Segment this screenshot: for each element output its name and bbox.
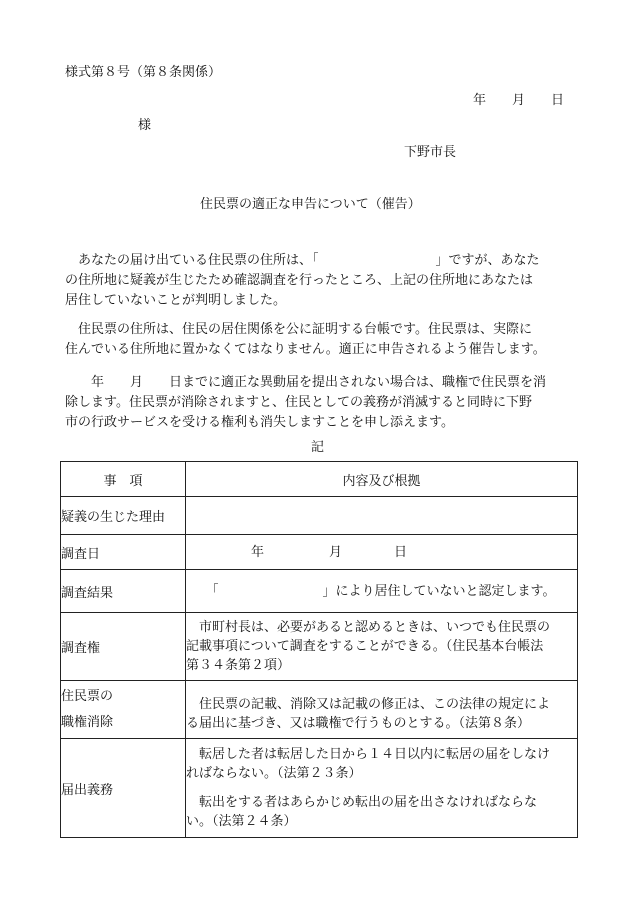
content-line: 住民票の記載、消除又は記載の修正は、この法律の規定によ [186,696,551,712]
table-row [61,535,578,570]
paragraph-line: 年 月 日までに適正な異動届を提出されない場合は、職権で住民票を消 [65,375,547,390]
content-line: 記載事項について調査をすることができる。（住民基本台帳法 [186,639,544,654]
paragraph-line: 除します。住民票が消除されますと、住民としての義務が消滅すると同時に下野 [65,395,532,410]
details-table [60,461,578,838]
ki-heading: 記 [311,440,325,455]
addressee: 様 [138,118,152,133]
paragraph-line: 居住していないことが判明しました。 [65,293,287,308]
document-title: 住民票の適正な申告について（催告） [200,197,421,212]
content-block [186,745,577,783]
paragraph-3 [65,373,585,433]
row-content-reason [186,497,578,535]
content-line: 市町村長は、必要があると認めるときは、いつでも住民票の [186,620,551,635]
row-content-ex-officio-deletion [186,681,578,739]
row-label-reason: 疑義の生じた理由 [61,497,186,535]
paragraph-1 [65,251,585,311]
row-label-survey-result: 調査結果 [61,570,186,613]
header-item: 事 項 [61,462,186,497]
paragraph-line: の住所地に疑義が生じたため確認調査を行ったところ、上記の住所地にあなたは [65,273,534,288]
content-line: る届出に基づき、又は職権で行うものとする。（法第８条） [186,715,530,731]
paragraph-2 [65,320,585,360]
paragraph-line: あなたの届け出ている住民票の住所は、「 」ですが、あなた [65,253,540,268]
header-content: 内容及び根拠 [186,462,578,497]
row-label-survey-authority: 調査権 [61,613,186,681]
sender: 下野市長 [404,145,457,160]
date-line: 年 月 日 [473,93,565,108]
table-row [61,681,578,739]
row-content-survey-result: 「 」により居住していないと認定します。 [186,570,578,613]
content-line: 転居した者は転居した日から１４日以内に転居の届をしなけ [186,747,551,762]
row-content-survey-date: 年 月 日 [186,535,578,570]
row-label-survey-date: 調査日 [61,535,186,570]
paragraph-line: 住民票の住所は、住民の居住関係を公に証明する台帳です。住民票は、実際に [65,322,532,337]
paragraph-line: 住んでいる住所地に置かなくてはなりません。適正に申告されるよう催告します。 [65,342,546,357]
content-line: 第３４条第２項） [186,658,291,673]
content-line: い。（法第２４条） [186,814,297,829]
table-header-row [61,462,578,497]
content-line: 転出をする者はあらかじめ転出の届を出さなければならな [186,795,538,810]
label-line: 住民票の [61,688,114,704]
table-row [61,739,578,838]
table-row [61,613,578,681]
table-row [61,570,578,613]
row-content-notification-duty [186,739,578,838]
row-content-survey-authority [186,613,578,681]
content-line: ればならない。（法第２３条） [186,766,362,781]
content-block [186,793,577,831]
table-row [61,497,578,535]
paragraph-line: 市の行政サービスを受ける権利も消失しますことを申し添えます。 [65,415,454,430]
row-label-ex-officio-deletion [61,681,186,739]
row-label-notification-duty: 届出義務 [61,739,186,838]
form-number: 様式第８号（第８条関係） [65,65,222,80]
label-line: 職権消除 [61,714,114,730]
